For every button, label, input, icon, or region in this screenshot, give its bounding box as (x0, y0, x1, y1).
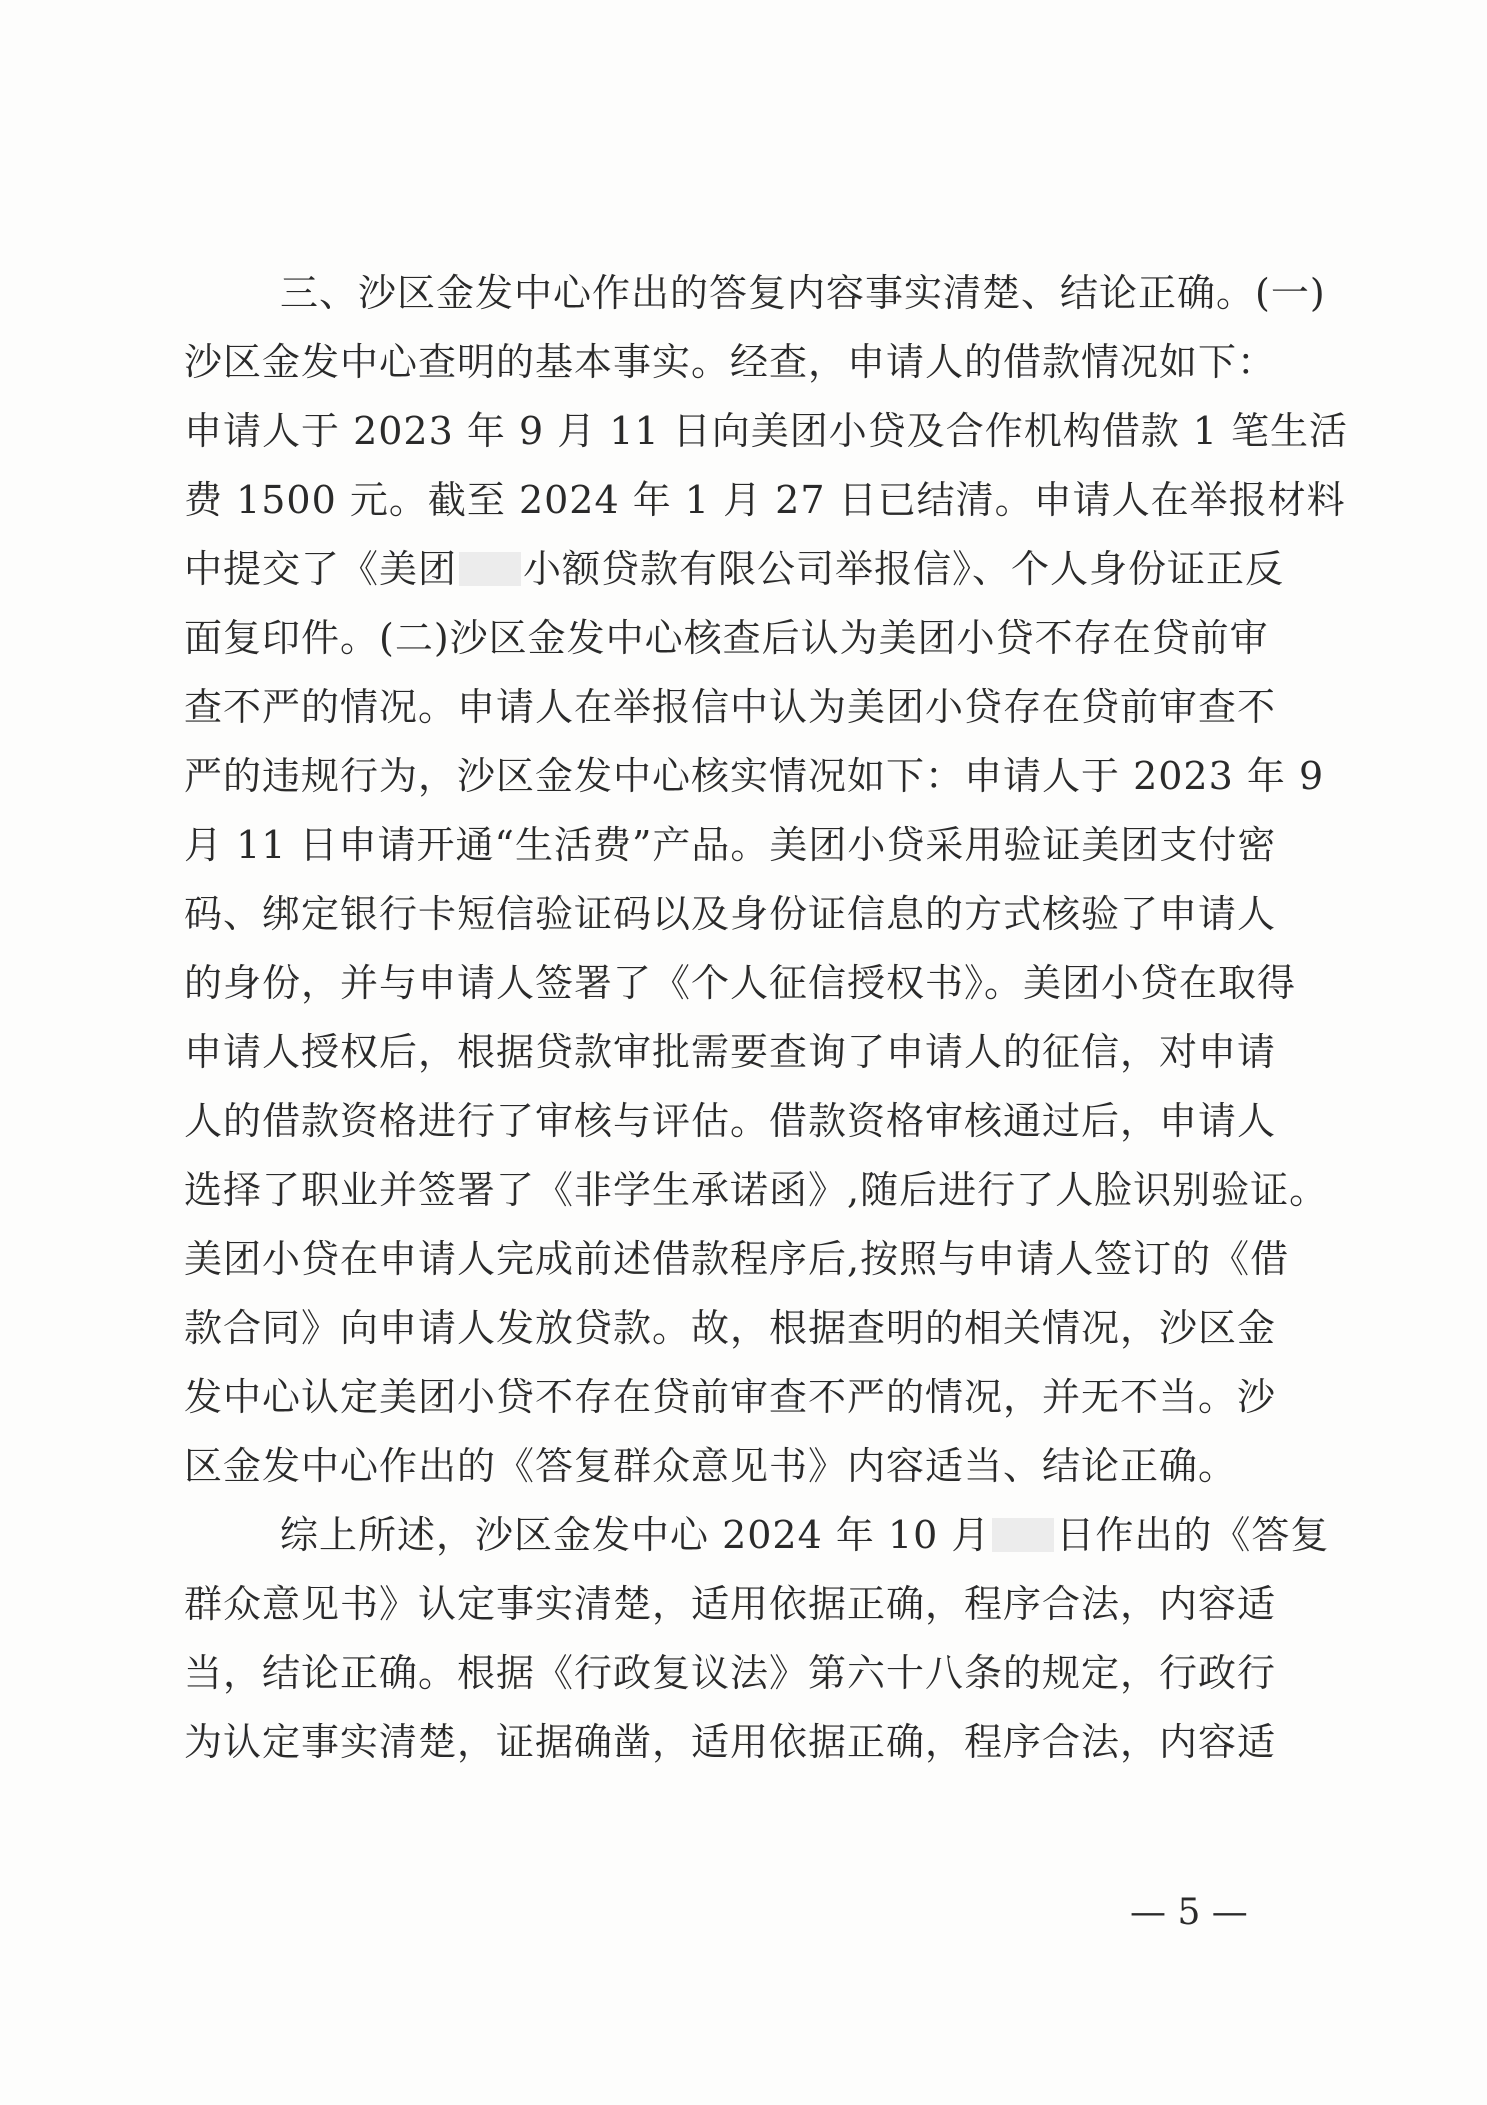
text-line (280, 1512, 1329, 1558)
redaction-mark (992, 1518, 1054, 1552)
text-segment: 小额贷款有限公司举报信》、个人身份证正反 (523, 547, 1285, 591)
text-line: 群众意见书》认定事实清楚，适用依据正确，程序合法，内容适 (184, 1582, 1277, 1626)
text-line: 严的违规行为，沙区金发中心核实情况如下：申请人于 2023 年 9 (184, 754, 1325, 798)
text-line: 码、绑定银行卡短信验证码以及身份证信息的方式核验了申请人 (184, 892, 1277, 936)
redaction-mark (459, 552, 521, 586)
text-line: 的身份，并与申请人签署了《个人征信授权书》。美团小贷在取得 (184, 961, 1297, 1005)
text-line: 人的借款资格进行了审核与评估。借款资格审核通过后，申请人 (184, 1099, 1277, 1143)
text-line: 三、沙区金发中心作出的答复内容事实清楚、结论正确。(一) (280, 271, 1326, 315)
text-segment: 综上所述，沙区金发中心 2024 年 10 月 (280, 1513, 991, 1557)
text-line: 费 1500 元。截至 2024 年 1 月 27 日已结清。申请人在举报材料 (184, 478, 1346, 522)
text-line: 发中心认定美团小贷不存在贷前审查不严的情况，并无不当。沙 (184, 1375, 1277, 1419)
text-line: 区金发中心作出的《答复群众意见书》内容适当、结论正确。 (184, 1444, 1238, 1488)
text-line: 月 11 日申请开通“生活费”产品。美团小贷采用验证美团支付密 (184, 823, 1277, 867)
text-line: 沙区金发中心查明的基本事实。经查，申请人的借款情况如下： (184, 340, 1277, 384)
text-line (184, 546, 1284, 592)
text-line: 面复印件。(二)沙区金发中心核查后认为美团小贷不存在贷前审 (184, 616, 1269, 660)
text-line: 申请人授权后，根据贷款审批需要查询了申请人的征信，对申请 (184, 1030, 1277, 1074)
text-line: 选择了职业并签署了《非学生承诺函》,随后进行了人脸识别验证。 (184, 1168, 1329, 1212)
text-line: 美团小贷在申请人完成前述借款程序后,按照与申请人签订的《借 (184, 1237, 1290, 1281)
text-line: 申请人于 2023 年 9 月 11 日向美团小贷及合作机构借款 1 笔生活 (184, 409, 1349, 453)
text-line: 查不严的情况。申请人在举报信中认为美团小贷存在贷前审查不 (184, 685, 1277, 729)
text-line: 当，结论正确。根据《行政复议法》第六十八条的规定，行政行 (184, 1651, 1277, 1695)
text-segment: 中提交了《美团 (184, 547, 458, 591)
text-segment: 日作出的《答复 (1056, 1513, 1330, 1557)
text-line: 为认定事实清楚，证据确凿，适用依据正确，程序合法，内容适 (184, 1720, 1277, 1764)
page-number: — 5 — (1130, 1892, 1248, 1933)
text-line: 款合同》向申请人发放贷款。故，根据查明的相关情况，沙区金 (184, 1306, 1277, 1350)
